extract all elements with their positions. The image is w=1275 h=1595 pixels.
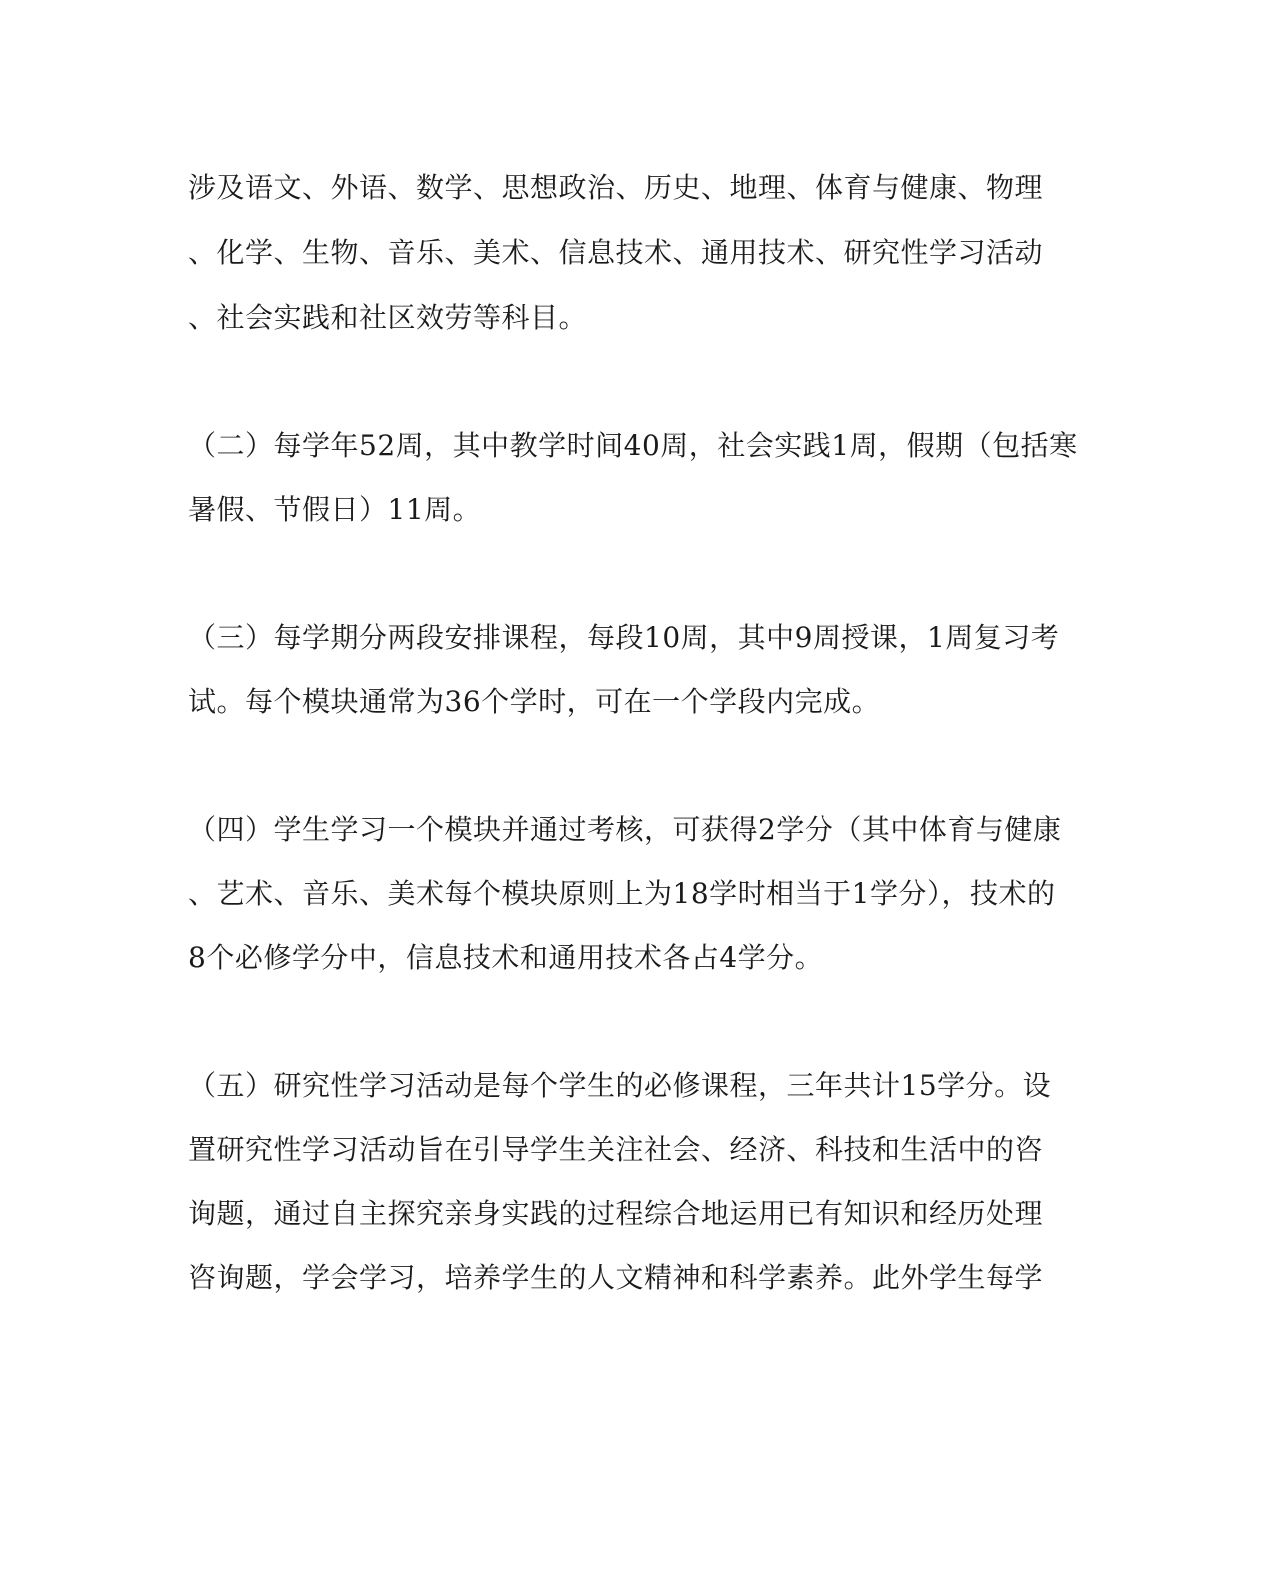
paragraph-1-line-3: 、社会实践和社区效劳等科目。: [188, 301, 588, 334]
paragraph-3-line-1: （三）每学期分两段安排课程，每段10周，其中9周授课，1周复习考: [188, 621, 1060, 654]
paragraph-1-line-1: 涉及语文、外语、数学、思想政治、历史、地理、体育与健康、物理: [188, 171, 1044, 204]
paragraph-5-line-1: （五）研究性学习活动是每个学生的必修课程，三年共计15学分。设: [188, 1069, 1052, 1102]
paragraph-5-line-4: 咨询题，学会学习，培养学生的人文精神和科学素养。此外学生每学: [188, 1261, 1044, 1294]
paragraph-2-line-1: （二）每学年52周，其中教学时间40周，社会实践1周，假期（包括寒: [188, 429, 1078, 462]
paragraph-5-line-3: 询题，通过自主探究亲身实践的过程综合地运用已有知识和经历处理: [188, 1197, 1044, 1230]
paragraph-1-line-2: 、化学、生物、音乐、美术、信息技术、通用技术、研究性学习活动: [188, 236, 1044, 269]
paragraph-4-line-2: 、艺术、音乐、美术每个模块原则上为18学时相当于1学分），技术的: [188, 877, 1056, 910]
paragraph-3-line-2: 试。每个模块通常为36个学时，可在一个学段内完成。: [188, 685, 881, 718]
paragraph-4-line-1: （四）学生学习一个模块并通过考核，可获得2学分（其中体育与健康: [188, 813, 1062, 846]
paragraph-5-line-2: 置研究性学习活动旨在引导学生关注社会、经济、科技和生活中的咨: [188, 1133, 1044, 1166]
paragraph-4-line-3: 8个必修学分中，信息技术和通用技术各占4学分。: [188, 941, 824, 974]
paragraph-2-line-2: 暑假、节假日）11周。: [188, 493, 482, 526]
